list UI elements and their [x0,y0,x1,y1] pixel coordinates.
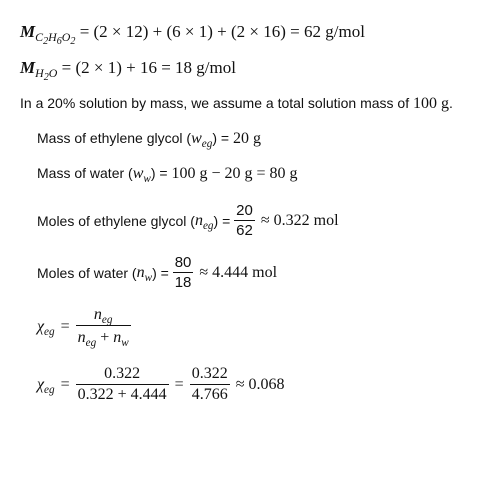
mole-fraction-denominator: $n_{eg} + n_w$ [76,325,131,347]
chi-symbol: $\chi_{eg}$ [37,375,55,396]
equals-sign: = [60,375,70,393]
fraction-denominator: 0.322 + 4.444 [77,386,167,403]
moles-eg-label: Moles of ethylene glycol ( [37,212,195,229]
molar-mass-eg-rhs: = (2 × 12) + (6 × 1) + (2 × 16) = 62 g/mol [75,22,365,41]
moles-water-var: $n_w$ [136,263,153,284]
moles-water-fraction [173,254,194,291]
mass-ethylene-glycol [37,130,261,148]
molar-mass-ethylene-glycol [20,22,365,47]
intro-text: In a 20% solution by mass, we assume a total solution mass of [20,95,413,111]
moles-water-result: ≈ 4.444 mol [199,263,278,281]
molar-mass-symbol: M [20,58,36,77]
mole-fraction-value-fraction [76,365,169,404]
chi-symbol: $\chi_{eg}$ [37,317,55,338]
formula-subscript: H2O [35,66,58,83]
intro-sentence [20,95,453,113]
intro-end: . [448,95,453,111]
mole-fraction-result [37,365,284,404]
mass-eg-label: Mass of ethylene glycol ( [37,130,192,146]
moles-water-close: ) = [152,264,173,281]
moles-eg-var: $n_{eg}$ [194,211,214,232]
mass-water-var: $w_w$ [132,165,151,185]
molar-mass-water-rhs: = (2 × 1) + 16 = 18 g/mol [57,58,236,77]
fraction-numerator: 0.322 [191,365,228,382]
molar-mass-symbol: M [20,22,36,41]
mass-water-close: ) = [150,165,172,181]
mass-water-value: 100 g − 20 g = 80 g [171,165,298,182]
molar-mass-water [20,58,236,83]
fraction-numerator: 0.322 [104,365,141,382]
equals-sign: = [60,317,70,335]
mole-fraction-numerator: $n_{eg}$ [93,306,113,326]
mass-eg-close: ) = [212,130,233,146]
mole-fraction-fraction [76,306,131,347]
moles-eg-fraction [234,202,255,239]
formula-subscript: C2H6O2 [35,30,76,47]
mass-eg-value: 20 g [232,130,261,147]
mole-fraction-final-result: ≈ 0.068 [235,375,285,393]
equals-sign: = [174,375,184,393]
moles-water [37,254,277,291]
fraction-denominator: 4.766 [191,386,228,403]
moles-eg-denominator: 62 [236,222,253,239]
moles-eg-result: ≈ 0.322 mol [260,211,339,229]
intro-value: 100 g [412,95,449,112]
moles-water-numerator: 80 [174,254,192,271]
moles-eg-numerator: 20 [236,202,253,219]
mass-eg-var: $w_{eg}$ [191,130,213,150]
moles-eg-close: ) = [213,212,235,229]
mole-fraction-formula [37,306,131,347]
moles-water-denominator: 18 [174,274,192,291]
moles-water-label: Moles of water ( [37,264,137,281]
mole-fraction-simplified-fraction [190,365,230,404]
mass-water [37,165,298,183]
mass-water-label: Mass of water ( [37,165,133,181]
moles-ethylene-glycol [37,202,339,239]
